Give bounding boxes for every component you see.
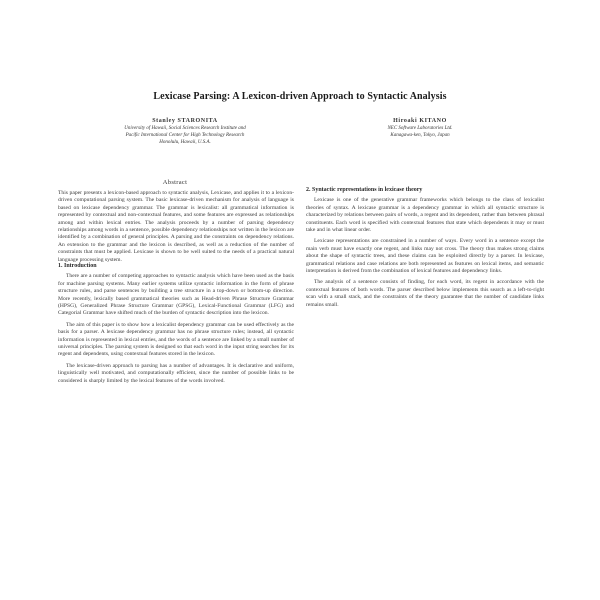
body-paragraph: Lexicase is one of the generative grammar frameworks which belongs to the class of lexicalist theories of syntax. A lexicase grammar is a dependency grammar in which all syntactic structure is characterized by relations between pairs of words, a regent and its dependent, rather than between phrasal constituents. Each word is specified with contextual features that state which dependents it may or must take and in what linear order. bbox=[306, 197, 544, 234]
author-name: Hiroaki KITANO bbox=[393, 118, 447, 124]
author-affiliation: NEC Software Laboratories Ltd. bbox=[387, 126, 453, 131]
author-affiliation: Honolulu, Hawaii, U.S.A. bbox=[159, 139, 211, 145]
abstract-column bbox=[58, 190, 294, 268]
paper-title: Lexicase Parsing: A Lexicon-driven Approach to Syntactic Analysis bbox=[153, 91, 447, 102]
abstract-heading: Abstract bbox=[162, 179, 188, 186]
section-heading: 1. Introduction bbox=[58, 263, 97, 269]
author-affiliation: Pacific International Center for High Technology Research bbox=[125, 132, 245, 138]
author-block bbox=[60, 117, 310, 146]
author-affiliation: University of Hawaii, Social Sciences Research Institute and bbox=[124, 126, 246, 131]
author-affiliation: Kanagawa-ken, Tokyo, Japan bbox=[390, 132, 450, 138]
right-body-column bbox=[306, 185, 544, 313]
author-name: Stanley STARONITA bbox=[152, 118, 218, 124]
abstract-paragraph: This paper presents a lexicon-based approach to syntactic analysis, Lexicase, and applies it to a lexicon-driven computational parsing system. The basic lexicase-driven mechanism for analysis of language is based on lexicase dependency grammar. The grammar is lexicalist: all grammatical information is represented by contextual and non-contextual features, and some features are expressed as relationships among and within lexical entries. The analysis proceeds by a number of parsing dependency relationships among words in a sentence, possible dependency relationships not written in the lexicon are identified by a combination of general principles. A parsing and the constraints on dependency relations. An extension to the grammar and the lexicon is described, as well as a reduction of the number of constraints that must be applied. Lexicase is shown to be well suited to the needs of a practical natural language processing system. bbox=[58, 190, 294, 263]
body-paragraph: There are a number of competing approaches to syntactic analysis which have been used as the basis for machine parsing systems. Many earlier systems utilize syntactic information in the form of phrase structure rules, and parse sentences by building a tree structure in a top-down or bottom-up direction. More recently, lexically based grammatical theories such as Head-driven Phrase Structure Grammar (HPSG), Generalized Phrase Structure Grammar (GPSG), Lexical-Functional Grammar (LFG) and Categorial Grammar have shifted much of the burden of syntactic description into the lexicon. bbox=[58, 273, 294, 317]
body-paragraph: The aim of this paper is to show how a lexicalist dependency grammar can be used effectively as the basis for a parser. A lexicase dependency grammar has no phrase structure rules; instead, all syntactic information is represented in lexical entries, and the words of a sentence are linked by a small number of universal principles. The parsing system is designed so that each word in the input string searches for its regent and dependents, using contextual features stored in the lexicon. bbox=[58, 321, 294, 358]
body-paragraph: The analysis of a sentence consists of finding, for each word, its regent in accordance with the contextual features of both words. The parser described below implements this search as a left-to-right scan with a small stack, and the constraints of the theory guarantee that the number of candidate links remains small. bbox=[306, 279, 544, 308]
body-paragraph: Lexicase representations are constrained in a number of ways. Every word in a sentence except the main verb must have exactly one regent, and links may not cross. The theory thus makes strong claims about the shape of syntactic trees, and these claims can be exploited directly by a parser. In lexicase, grammatical relations and case relations are both represented as features on lexical items, and semantic interpretation is derived from the combination of lexical features and dependency links. bbox=[306, 238, 544, 275]
left-body-column bbox=[58, 261, 294, 389]
section-heading: 2. Syntactic representations in lexicase theory bbox=[306, 187, 423, 193]
body-paragraph: The lexicase-driven approach to parsing has a number of advantages. It is declarative and uniform, linguistically well motivated, and computationally efficient, since the number of possible links to be considered is sharply limited by the lexical features of the words involved. bbox=[58, 362, 294, 384]
author-block bbox=[300, 117, 540, 140]
